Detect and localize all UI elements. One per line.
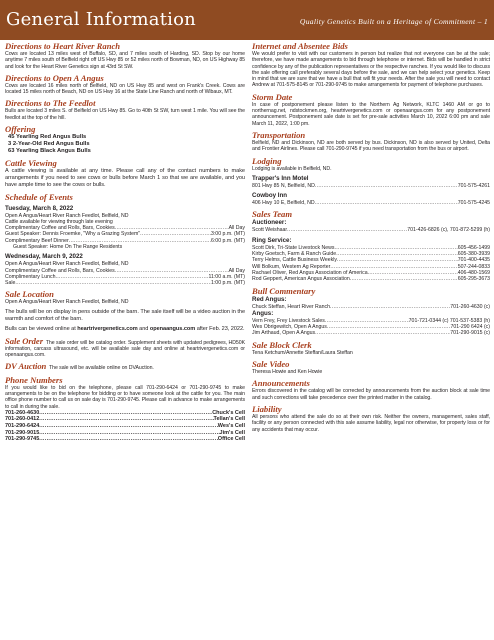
lodging-place [252, 192, 490, 206]
section-heading: DV Auction [5, 361, 47, 372]
schedule-row: Complimentary Beef Dinner ..... 6:00 p.m. (MT) [5, 238, 245, 244]
website-link[interactable]: heartrivergenetics.com [77, 325, 138, 332]
offering-item: 3 2-Year-Old Red Angus Bulls [8, 140, 90, 147]
schedule-row: Complimentary Lunch ..... 11:00 a.m. (MT) [5, 274, 245, 280]
contact-row: Jim Arthaud, Open A Angus ..... 701-290-9015 (c) [252, 330, 490, 336]
phone-list [5, 410, 245, 443]
section-text: Cows are located 13 miles west of Buffalo, SD, and 7 miles south of Harding, SD. Stop by our home anytime 7 miles south of Belfield right off US Hwy 85 or 52 miles north of Bowman, ND, on US Highway 85 and look for the Heart River Genetics sign at 43rd St SW. [5, 51, 245, 70]
section-heading: Offering [5, 124, 36, 135]
phone-row: 701-260-4630 ..... Chuck's Cell [5, 410, 245, 417]
section-text: Tena Ketchum/Annette Steffan/Laura Steffan [252, 349, 353, 356]
contact-row: Rod Geppert, American Angus Association ..... 605-295-3673 [252, 276, 490, 282]
offering-item: 63 Yearling Black Angus Bulls [8, 147, 91, 154]
sale-order-block: Sale Order The sale order will be catalog order. Supplement sheets with updated pedigrees, HD50K information, carcass ultrasound, etc. will be available sale day and online at heartrivergenetics.com or openaangus.com. [5, 335, 245, 359]
page-tagline: Quality Genetics Built on a Heritage of Commitment – 1 [299, 17, 488, 26]
contact-row: Terry Helms, Cattle Business Weekly ..... 701-400-4435 [252, 257, 490, 263]
dv-auction-block: DV Auction The sale will be available online on DVAuction. [5, 361, 154, 372]
contact-row: Chuck Steffan, Heart River Ranch ..... 701-260-4630 (c) [252, 304, 490, 310]
schedule-row: Complimentary Coffee and Rolls, Bars, Cookies ..... All Day [5, 268, 245, 274]
right-column [252, 41, 490, 433]
section-heading: Directions to The Feedlot [5, 98, 96, 109]
left-column [5, 41, 245, 443]
subheading: Angus: [252, 309, 274, 317]
schedule-location: Open A Angus/Heart River Ranch Feedlot, Belfield, ND [5, 261, 129, 268]
contact-row: Scott Weishaar ..... 701-426-6826 (c), 701-872-5299 (h) [252, 227, 490, 233]
page-title: General Information [6, 9, 196, 30]
section-heading: Sales Team [252, 209, 293, 220]
section-heading: Sale Block Clerk [252, 339, 312, 350]
contact-row: Scott Dirk, Tri-State Livestock News ..... 605-456-1499 [252, 245, 490, 251]
section-heading: Internet and Absentee Bids [252, 41, 348, 51]
schedule-note: Cattle available for viewing through late evening [5, 218, 113, 225]
section-text: All persons who attend the sale do so at their own risk. Neither the owners, management, sales staff, facility or any person connected with this sale assume liability, legal nor otherwise, for property loss or for any accidents that may occur. [252, 413, 490, 433]
schedule-row: Complimentary Coffee and Rolls, Bars, Cookies ..... All Day [5, 225, 245, 231]
section-heading: Sale Location [5, 289, 54, 300]
section-heading: Transportation [252, 129, 306, 140]
section-text: Lodging is available in Belfield, ND. [252, 165, 332, 172]
section-heading: Bull Commentary [252, 285, 316, 296]
contact-row: Vern Frey, Frey Livestock Sales ..... 701-721-0344 (c) 701-537-5383 (h) [252, 318, 490, 324]
section-text: We would prefer to visit with our customers in person but realize that not everyone can be at the sale; therefore, we have made arrangements to bid through telephone or internet. Bids will be handled in strict confidence by any of the publication representatives or the respective ranches. If you would like to discuss the sale offering call preferably several days before the sale, and we can help select your genetics. Keep in mind that we are sure that we have a bull that will fit your needs. After the sale you will need to contact Andrew at 701-575-8145 or 701-290-9745 to make arrangements for payment of telephone purchases. [252, 51, 490, 89]
phone-row: 701-290-6424 ..... Wes's Cell [5, 423, 245, 430]
lodging-place [252, 175, 490, 189]
section-heading: Directions to Open A Angus [5, 72, 104, 83]
section-text: Errors discovered in the catalog will be corrected by announcements from the auction block at sale time and such corrections will take precedence over the printed matter in the catalog. [252, 388, 490, 401]
section-heading: Storm Date [252, 91, 293, 102]
section-text: Bulls are located 3 miles S. of Belfield on US Hwy 85. Go to 40th St SW, turn west 1 mile. You will see the feedlot at the top of the hill. [5, 108, 245, 121]
schedule-location: Open A Angus/Heart River Ranch Feedlot, Belfield, ND [5, 212, 129, 219]
section-text: The bulls will be on display in pens outside of the barn. The sale itself will be a video auction in the warmth and comfort of the barn. [5, 308, 245, 322]
contact-row: Kirby Goetsch, Farm & Ranch Guide ..... 605-380-3939 [252, 251, 490, 257]
section-heading: Cattle Viewing [5, 157, 57, 168]
schedule-date: Tuesday, March 8, 2022 [5, 204, 74, 212]
phone-row: 701-290-9015 ..... Jim's Cell [5, 430, 245, 437]
section-text: If you would like to bid on the telephone, please call 701-290-6424 or 701-290-9745 to make arrangements to be on the telephone for bidding or to have someone look at the cattle for you. The main office phone number to call us on sale day is 701-290-9745. Please call in advance to make arrangements to call in during the sale. [5, 384, 245, 410]
schedule-row: Guest Speaker: Dennis Froemke, "Why a Grazing System" ..... 3:00 p.m. (MT) [5, 231, 245, 237]
section-heading: Liability [252, 403, 282, 414]
section-text: A cattle viewing is available at any time. Please call any of the contact numbers to make arrangements if you need to see cows or bulls before March 1 so that we are available, and you have ample time to see the cows or bulls. [5, 167, 245, 188]
schedule-date: Wednesday, March 9, 2022 [5, 253, 83, 261]
phone-row: 701-260-0412 ..... Tellan's Cell [5, 416, 245, 423]
contact-row: Rachael Oliver, Red Angus Association of America ..... 406-480-1569 [252, 270, 490, 276]
phone-row: 701-290-9745 ..... Office Cell [5, 436, 245, 443]
section-heading: Announcements [252, 378, 310, 389]
section-text: Open A Angus/Heart River Ranch Feedlot, Belfield, ND [5, 299, 129, 306]
offering-item: 45 Yearling Red Angus Bulls [8, 134, 87, 141]
subheading: Auctioneer: [252, 219, 287, 227]
section-text: Bulls can be viewed online at heartrivergenetics.com and openaangus.com after Feb. 23, 2022. [5, 325, 245, 332]
section-text: Cows are located 16 miles north of Belfield, ND on US Hwy 85 and west on Frank's Creek. Cows are located 15 miles north of Beach, ND on US Hwy 16 at the State Line Ranch and north of Wibaux, MT. [5, 82, 245, 96]
section-heading: Schedule of Events [5, 191, 73, 202]
section-heading: Lodging [252, 155, 282, 166]
website-link[interactable]: openaangus.com [149, 325, 196, 332]
section-heading: Sale Order [5, 335, 43, 346]
section-text: Theresa Howie and Ken Howie [252, 369, 323, 376]
contact-row: Wes Obrigewitch, Open A Angus ..... 701-290 6424 (c) [252, 324, 490, 330]
section-heading: Sale Video [252, 359, 290, 370]
lodging-row: 406 Hwy 10 E, Belfield, ND ..... 701-575-4245 [252, 200, 490, 206]
schedule-day-2 [5, 253, 245, 286]
schedule-row: Sale ..... 1:00 p.m. (MT) [5, 280, 245, 286]
schedule-extra: Guest Speaker: Home On The Range Residents [13, 244, 123, 250]
contact-row: Will Bolkum, Western Ag Reporter ..... 507-244-0833 [252, 264, 490, 270]
lodging-name: Trapper's Inn Motel [252, 174, 309, 182]
lodging-row: 801 Hwy 85 N, Belfield, ND ..... 701-575-4261 [252, 183, 490, 189]
schedule-day-1 [5, 205, 245, 251]
subheading: Red Angus: [252, 295, 287, 303]
subheading: Ring Service: [252, 236, 292, 244]
section-text: Belfield, ND and Dickinson, ND are both served by bus. Dickinson, ND is also served by United, Delta and Frontier Airlines. Please call 701-290-9745 if you need transportation from the bus or airport. [252, 139, 490, 153]
header-banner [0, 0, 494, 40]
section-text: In case of postponement please listen to the Northern Ag Network, KLTC 1460 AM or go to northernag.net, ndstockmen.org, heartrivergenetics.com or openaangus.com for any postponement announcement. Postponement sale date is set for pre-sale activities March 10, 2022 6:00 pm and sale March 11, 2022, 1:00 pm. [252, 101, 490, 127]
section-heading: Phone Numbers [5, 374, 63, 385]
offering-list [5, 134, 245, 155]
lodging-name: Cowboy Inn [252, 192, 288, 200]
section-heading: Directions to Heart River Ranch [5, 41, 121, 51]
